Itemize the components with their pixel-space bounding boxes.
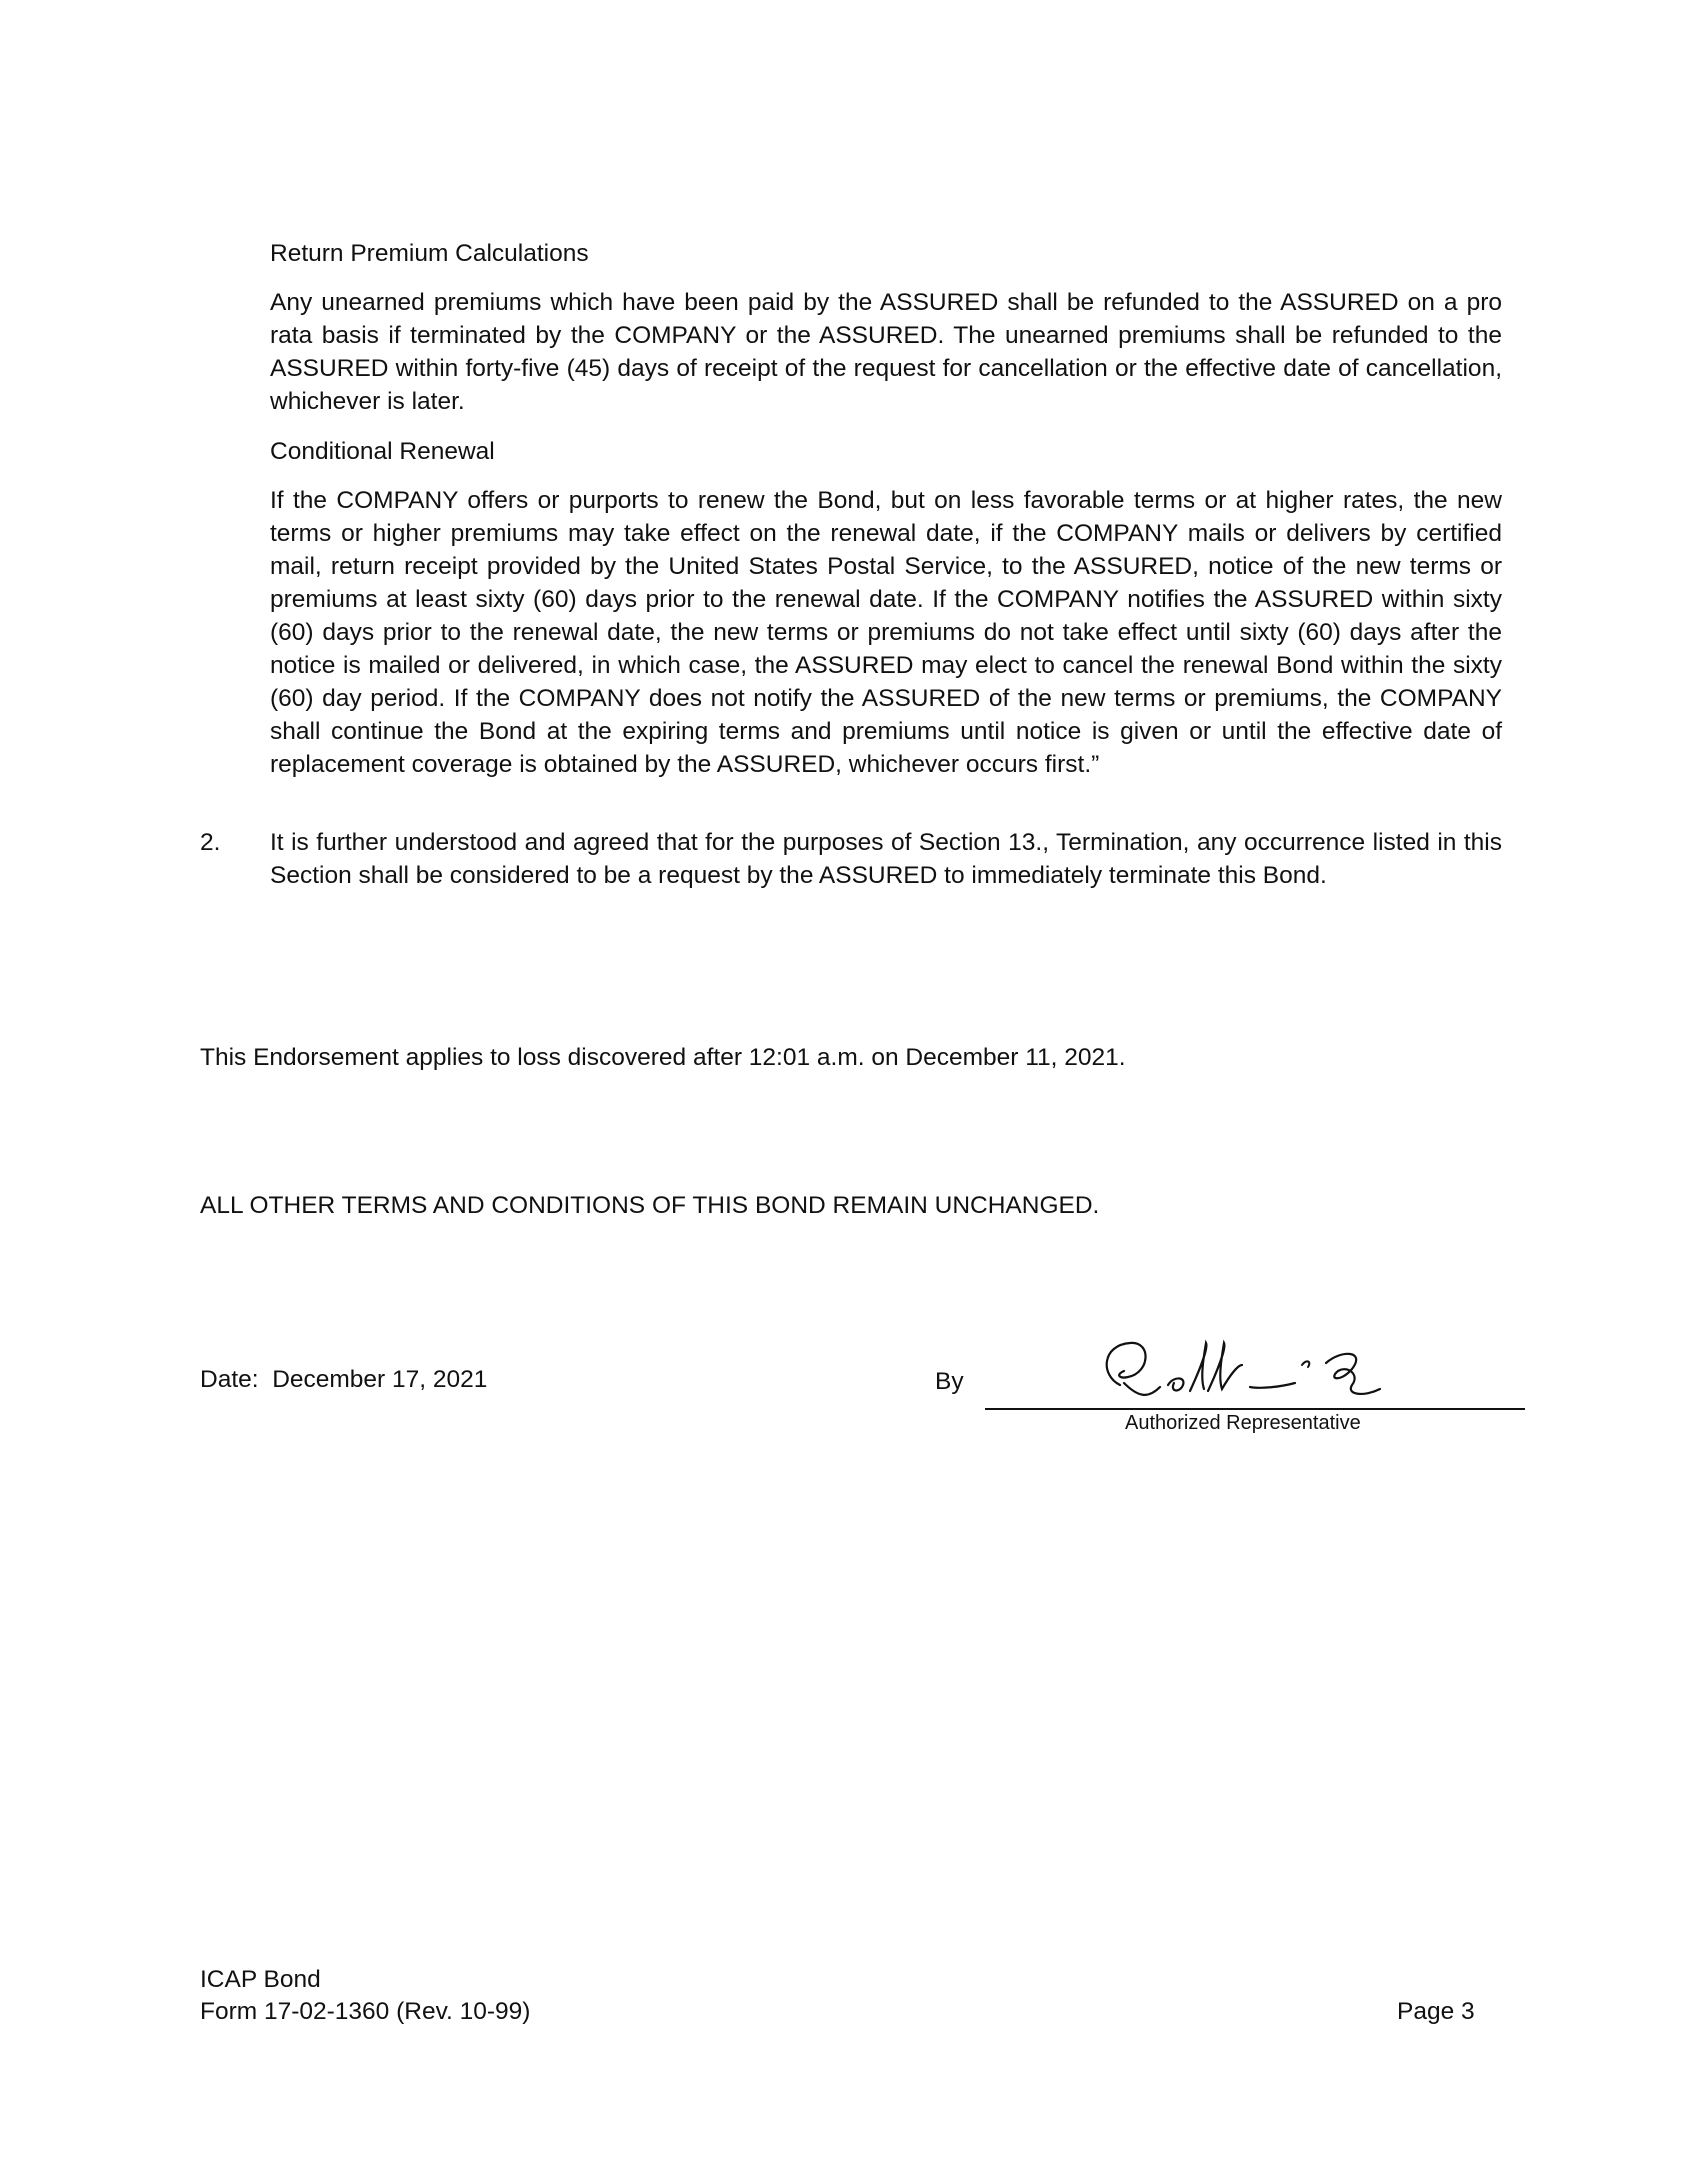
- return-premium-body: Any unearned premiums which have been paid by the ASSURED shall be refunded to the ASSURED on a pro rata basis if terminated by the COMPANY or the ASSURED. The unearned premiums shall be refunded to the ASSURED within forty-five (45) days of receipt of the request for cancellation or the effective date of cancellation, whichever is later.: [270, 289, 1502, 415]
- date-value: December 17, 2021: [272, 1366, 488, 1393]
- endorsement-statement: This Endorsement applies to loss discovered after 12:01 a.m. on December 11, 2021.: [200, 1044, 1126, 1071]
- item-2-number: 2.: [200, 829, 221, 856]
- terms-statement: ALL OTHER TERMS AND CONDITIONS OF THIS BOND REMAIN UNCHANGED.: [200, 1192, 1100, 1219]
- by-label: By: [935, 1368, 964, 1395]
- footer-form-number: Form 17-02-1360 (Rev. 10-99): [200, 1998, 531, 2025]
- date-label: Date:: [200, 1366, 259, 1393]
- footer-page-number: Page 3: [1397, 1998, 1475, 2025]
- signature-caption: Authorized Representative: [1125, 1412, 1361, 1434]
- signature-image: [1090, 1325, 1420, 1415]
- footer-bond-name: ICAP Bond: [200, 1966, 321, 1993]
- item-2-text: It is further understood and agreed that for the purposes of Section 13., Termination, any occurrence listed in this Section shall be considered to be a request by the ASSURED to immediately terminate this Bond.: [270, 829, 1502, 889]
- return-premium-heading: Return Premium Calculations: [270, 240, 589, 267]
- date-line: [200, 1364, 487, 1396]
- conditional-renewal-heading: Conditional Renewal: [270, 438, 495, 465]
- conditional-renewal-body: If the COMPANY offers or purports to renew the Bond, but on less favorable terms or at higher rates, the new terms or higher premiums may take effect on the renewal date, if the COMPANY mails or delivers by certified mail, return receipt provided by the United States Postal Service, to the ASSURED, notice of the new terms or premiums at least sixty (60) days prior to the renewal date. If the COMPANY notifies the ASSURED within sixty (60) days prior to the renewal date, the new terms or premiums do not take effect until sixty (60) days after the notice is mailed or delivered, in which case, the ASSURED may elect to cancel the renewal Bond within the sixty (60) day period. If the COMPANY does not notify the ASSURED of the new terms or premiums, the COMPANY shall continue the Bond at the expiring terms and premiums until notice is given or until the effective date of replacement coverage is obtained by the ASSURED, whichever occurs first.”: [270, 487, 1502, 778]
